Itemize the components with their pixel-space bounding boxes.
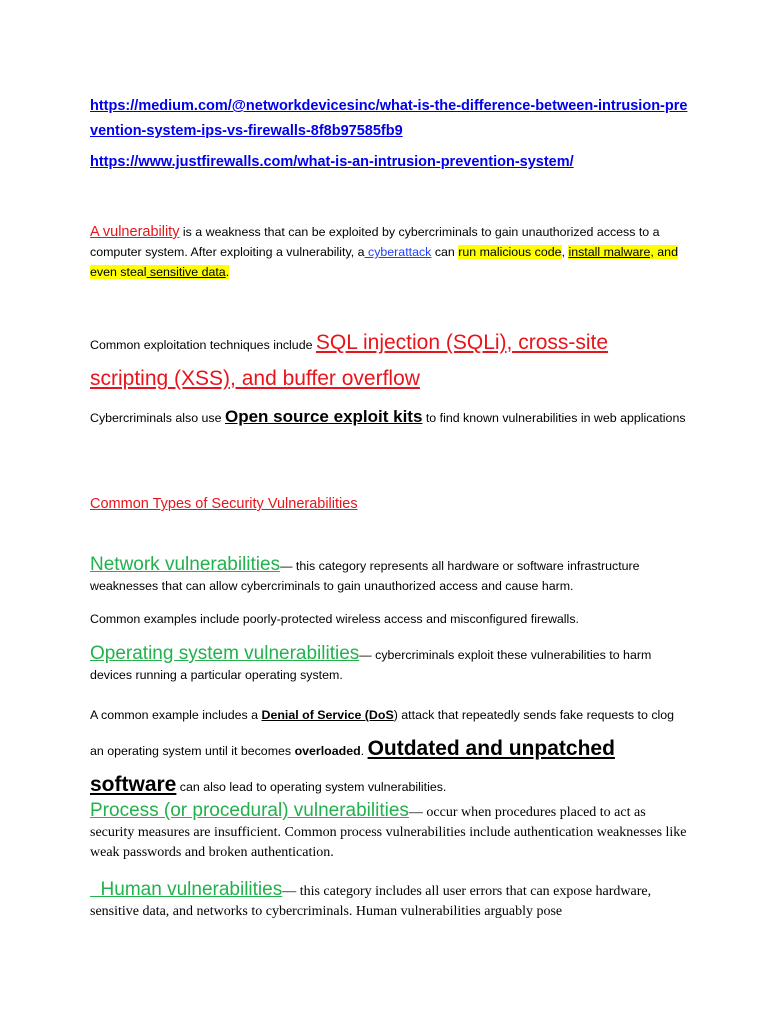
medium-link[interactable]: https://medium.com/@networkdevicesinc/what-is-the-difference-between-intrusion-prevention-system-ips-vs-firewalls-8f8b97585fb9 bbox=[90, 98, 688, 139]
vuln-text-1: is a weakness that can be exploited by cybercriminals to gain unauthorized access to a computer system. After exploiting a vulnerability, a bbox=[90, 225, 660, 259]
kits-tail: to find known vulnerabilities in web applications bbox=[422, 411, 686, 425]
vulnerability-term: A vulnerability bbox=[90, 224, 180, 240]
vuln-text-4: , and even steal bbox=[90, 245, 678, 279]
outdated-software-text: Outdated and unpatched software bbox=[90, 737, 615, 796]
links-block bbox=[90, 94, 690, 175]
install-highlight: install bbox=[568, 245, 604, 259]
vuln-text-3: , bbox=[561, 245, 569, 259]
run-code-highlight: run malicious code bbox=[458, 245, 562, 259]
justfirewalls-link[interactable]: https://www.justfirewalls.com/what-is-an-intrusion-prevention-system/ bbox=[90, 154, 574, 170]
network-desc: — this category represents all hardware or software infrastructure weaknesses that can allow cybercriminals to gain unauthorized access and cause harm. bbox=[90, 559, 640, 593]
human-title: Human vulnerabilities bbox=[90, 879, 283, 900]
os-dot: . bbox=[360, 744, 368, 758]
network-section bbox=[90, 555, 690, 596]
cyberattack-link[interactable]: cyberattack bbox=[364, 245, 432, 259]
types-heading: Common Types of Security Vulnerabilities bbox=[90, 496, 358, 512]
os-ex-mid: ) attack that repeatedly sends fake requests to clog an operating system until it becomes bbox=[90, 708, 675, 758]
human-section bbox=[90, 880, 690, 922]
exploit-kits-paragraph bbox=[90, 407, 690, 428]
os-tail: can also lead to operating system vulnerabilities. bbox=[176, 780, 447, 794]
xss-text: cross-site scripting (XSS), and buffer overflow bbox=[90, 331, 609, 390]
kits-lead: Cybercriminals also use bbox=[90, 411, 225, 425]
os-ex-lead: A common example includes a bbox=[90, 708, 262, 722]
human-desc: — this category includes all user errors that can expose hardware, sensitive data, and networks to cybercriminals. Human vulnerabilities arguably pose bbox=[90, 884, 652, 919]
sensitive-data-highlight: sensitive data bbox=[146, 265, 226, 279]
process-section bbox=[90, 801, 690, 863]
exploit-kits-text: Open source exploit kits bbox=[224, 407, 423, 426]
process-title: Process (or procedural) vulnerabilities bbox=[90, 800, 409, 821]
network-examples: Common examples include poorly-protected wireless access and misconfigured firewalls. bbox=[90, 612, 579, 626]
vuln-text-2: can bbox=[431, 245, 459, 259]
overloaded-text: overloaded bbox=[294, 744, 361, 758]
malware-highlight: malware bbox=[603, 245, 651, 259]
os-desc: — cybercriminals exploit these vulnerabilities to harm devices running a particular operating system. bbox=[90, 648, 652, 682]
vulnerability-paragraph bbox=[90, 222, 690, 282]
os-title: Operating system vulnerabilities bbox=[90, 643, 360, 664]
exploit-lead: Common exploitation techniques include bbox=[90, 338, 316, 352]
process-desc: — occur when procedures placed to act as security measures are insufficient. Common process vulnerabilities include authentication weaknesses like weak passwords and broken authentication. bbox=[90, 805, 687, 860]
network-title: Network vulnerabilities bbox=[90, 554, 281, 575]
exploitation-paragraph bbox=[90, 326, 690, 398]
os-example bbox=[90, 698, 690, 804]
sqli-text: SQL injection (SQLi), bbox=[315, 331, 513, 354]
os-section bbox=[90, 644, 690, 685]
vuln-text-5: . bbox=[225, 265, 230, 279]
dos-text: Denial of Service (DoS bbox=[261, 708, 394, 722]
